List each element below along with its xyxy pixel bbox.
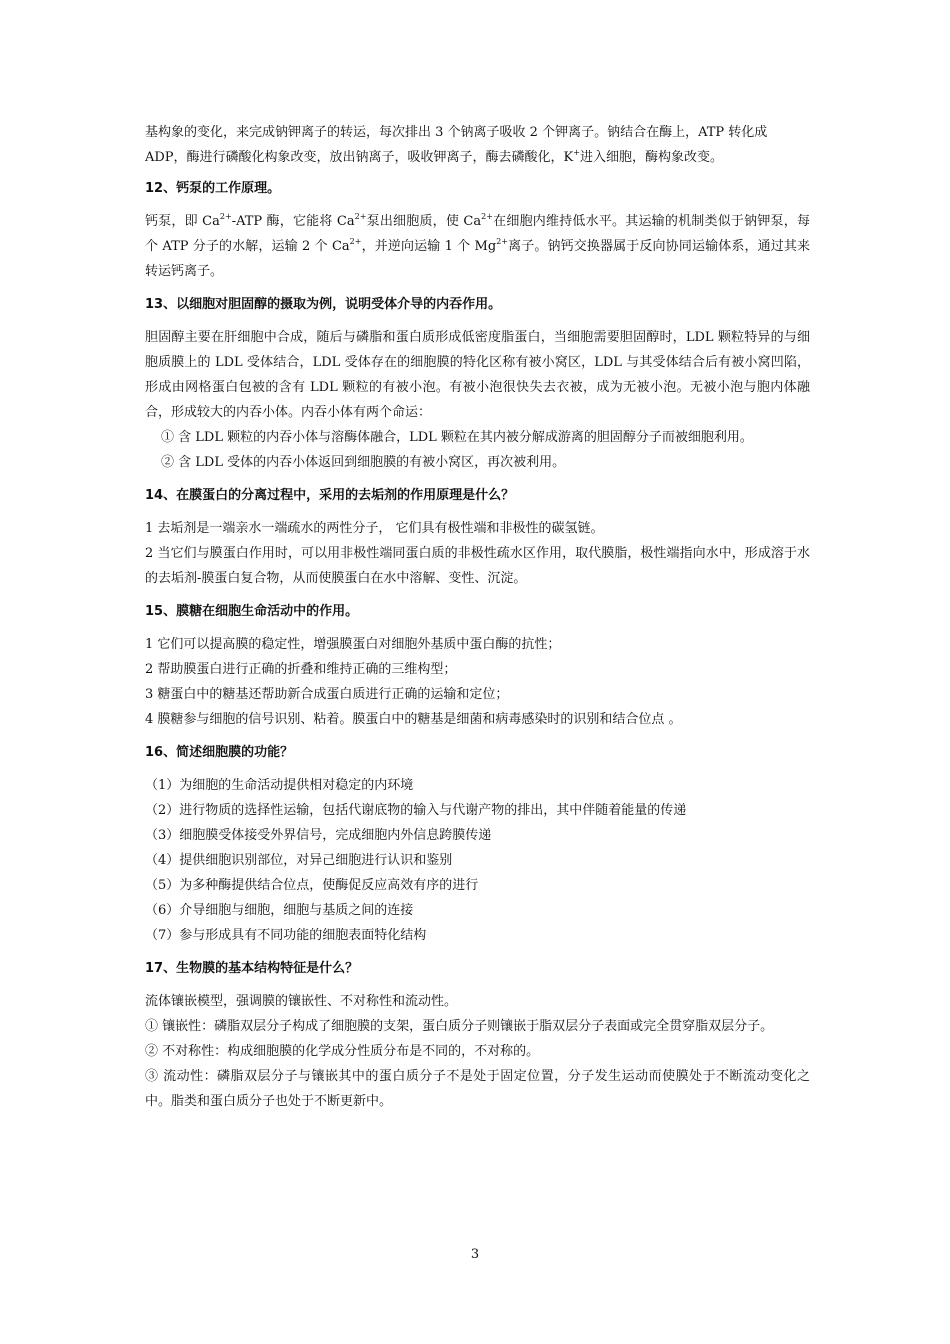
list-item: （4）提供细胞识别部位，对异己细胞进行认识和鉴别 [145, 853, 453, 868]
intro-text-a: ADP，酶进行磷酸化构象改变，放出钠离子，吸收钾离子，酶去磷酸化，K [145, 150, 574, 165]
section-12 [145, 176, 810, 284]
list-item: （5）为多种酶提供结合位点，使酶促反应高效有序的进行 [145, 878, 479, 893]
list-item: （6）介导细胞与细胞，细胞与基质之间的连接 [145, 903, 414, 918]
section-heading: 17、生物膜的基本结构特征是什么？ [145, 961, 359, 976]
list-item: 3 糖蛋白中的糖基还帮助新合成蛋白质进行正确的运输和定位； [145, 687, 509, 702]
list-item: （3）细胞膜受体接受外界信号，完成细胞内外信息跨膜传递 [145, 828, 492, 843]
intro-line-1: 基构象的变化，来完成钠钾离子的转运，每次排出 3 个钠离子吸收 2 个钾离子。钠结合在酶上，ATP 转化成 [145, 125, 768, 140]
list-item: ② 含 LDL 受体的内吞小体返回到细胞膜的有被小窝区，再次被利用。 [161, 455, 566, 470]
list-item: 4 膜糖参与细胞的信号识别、粘着。膜蛋白中的糖基是细菌和病毒感染时的识别和结合位点 。 [145, 712, 682, 727]
superscript: 2+ [219, 212, 232, 221]
section-16 [145, 740, 810, 948]
text-run: 离子。钠钙交换器属于反向协同运输体系，通过其来转运钙离子。 [145, 239, 810, 279]
section-13 [145, 292, 810, 475]
text-run: 在细胞内维持低水平。其运输的机制类似于钠钾泵，每个 ATP 分子的水解，运输 2 个 Ca [145, 214, 810, 254]
list-item: ③ 流动性：磷脂双层分子与镶嵌其中的蛋白质分子不是处于固定位置，分子发生运动而使膜处于不断流动变化之中。脂类和蛋白质分子也处于不断更新中。 [145, 1069, 810, 1109]
section-17 [145, 956, 810, 1114]
section-body [145, 209, 810, 284]
list-item: ② 不对称性：构成细胞膜的化学成分性质分布是不同的，不对称的。 [145, 1044, 540, 1059]
section-body: 胆固醇主要在肝细胞中合成，随后与磷脂和蛋白质形成低密度脂蛋白，当细胞需要胆固醇时，LDL 颗粒特异的与细胞质膜上的 LDL 受体结合，LDL 受体存在的细胞膜的特化区称有被小窝区，LDL 与其受体结合后有被小窝凹陷，形成由网格蛋白包被的含有 LDL 颗粒的有被小泡。有被小泡很快失去衣被，成为无被小泡。无被小泡与胞内体融合，形成较大的内吞小体。内吞小体有两个命运： [145, 330, 810, 420]
list-item: （2）进行物质的选择性运输，包括代谢底物的输入与代谢产物的排出，其中伴随着能量的传递 [145, 803, 687, 818]
intro-paragraph [145, 120, 810, 170]
section-14 [145, 483, 810, 591]
section-heading: 16、简述细胞膜的功能？ [145, 745, 294, 760]
section-heading: 13、以细胞对胆固醇的摄取为例，说明受体介导的内吞作用。 [145, 297, 502, 312]
section-15 [145, 599, 810, 732]
list-item: 流体镶嵌模型，强调膜的镶嵌性、不对称性和流动性。 [145, 994, 458, 1009]
intro-text-b: 进入细胞，酶构象改变。 [579, 150, 723, 165]
list-item: ① 镶嵌性：磷脂双层分子构成了细胞膜的支架，蛋白质分子则镶嵌于脂双层分子表面或完全贯穿脂双层分子。 [145, 1019, 774, 1034]
list-item: （1）为细胞的生命活动提供相对稳定的内环境 [145, 778, 414, 793]
text-run: 钙泵，即 Ca [145, 214, 220, 229]
section-heading: 15、膜糖在细胞生命活动中的作用。 [145, 604, 359, 619]
list-item: 2 帮助膜蛋白进行正确的折叠和维持正确的三维构型； [145, 662, 457, 677]
section-heading: 12、钙泵的工作原理。 [145, 181, 281, 196]
page-number: 3 [470, 1247, 480, 1262]
document-page [145, 120, 810, 1122]
superscript: 2+ [354, 212, 367, 221]
superscript: + [573, 148, 580, 157]
list-item: ① 含 LDL 颗粒的内吞小体与溶酶体融合，LDL 颗粒在其内被分解成游离的胆固醇分子而被细胞利用。 [161, 430, 753, 445]
text-run: 泵出细胞质，使 Ca [366, 214, 482, 229]
section-heading: 14、在膜蛋白的分离过程中，采用的去垢剂的作用原理是什么？ [145, 488, 515, 503]
superscript: 2+ [496, 237, 508, 246]
text-run: -ATP 酶，它能将 Ca [231, 214, 355, 229]
list-item: 1 它们可以提高膜的稳定性，增强膜蛋白对细胞外基质中蛋白酶的抗性； [145, 637, 561, 652]
list-item: 2 当它们与膜蛋白作用时，可以用非极性端同蛋白质的非极性疏水区作用，取代膜脂，极性端指向水中，形成溶于水的去垢剂-膜蛋白复合物，从而使膜蛋白在水中溶解、变性、沉淀。 [145, 546, 810, 586]
intro-line-2 [145, 145, 810, 170]
superscript: 2+ [481, 212, 493, 221]
text-run: ，并逆向运输 1 个 Mg [361, 239, 497, 254]
superscript: 2+ [349, 237, 362, 246]
list-item: （7）参与形成具有不同功能的细胞表面特化结构 [145, 928, 427, 943]
list-item: 1 去垢剂是一端亲水一端疏水的两性分子， 它们具有极性端和非极性的碳氢链。 [145, 521, 604, 536]
